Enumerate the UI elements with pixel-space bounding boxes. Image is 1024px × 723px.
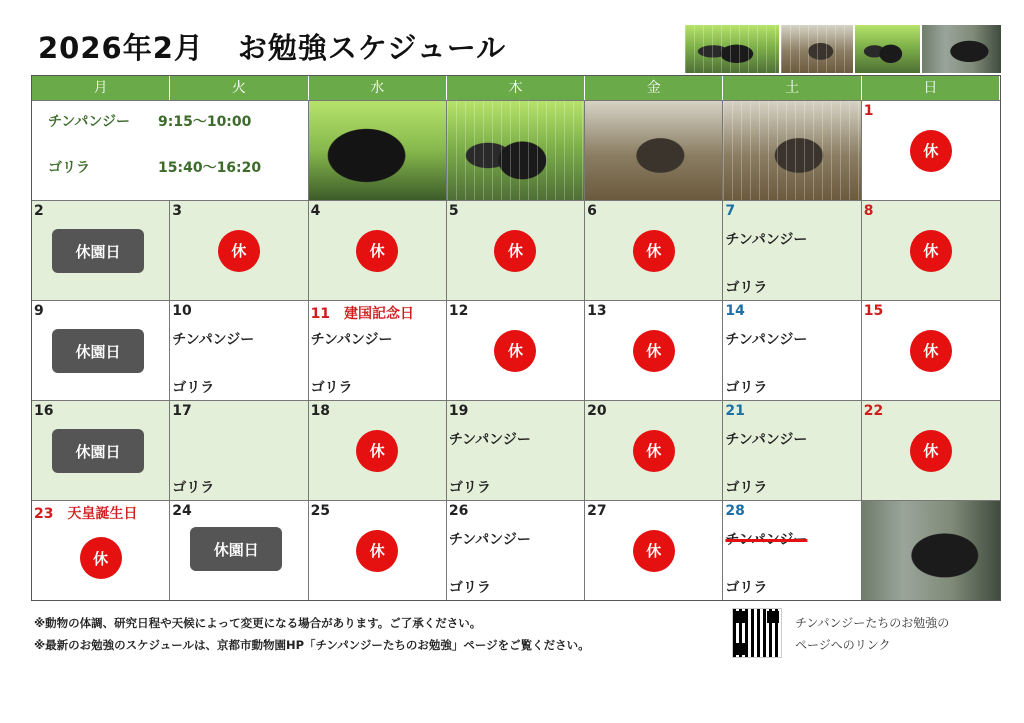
day-number: 21 [725, 403, 745, 419]
day-cell-1 [862, 100, 1000, 200]
gorilla-session: ゴリラ [448, 580, 491, 596]
day-cell-6 [585, 200, 723, 300]
schedule-legend [32, 100, 309, 200]
day-number: 27 [587, 503, 607, 519]
closed-badge: 休 [494, 230, 536, 272]
day-cell-2 [32, 200, 170, 300]
day-number: 12 [448, 303, 469, 319]
closed-badge: 休 [356, 430, 398, 472]
day-cell-7 [723, 200, 861, 300]
legend-gorilla-label: ゴリラ [48, 160, 90, 176]
closed-badge: 休 [633, 330, 675, 372]
gorilla-session: ゴリラ [725, 380, 768, 396]
gorilla-session: ゴリラ [725, 580, 768, 596]
weekday-mon: 月 [32, 76, 170, 100]
gorilla-session: ゴリラ [725, 480, 768, 496]
title-year-month: 2026年2月 [38, 31, 204, 65]
day-cell-8 [862, 200, 1000, 300]
day-number: 22 [863, 403, 884, 419]
day-cell-18 [309, 400, 447, 500]
day-number: 4 [310, 203, 321, 219]
cage-photo [781, 25, 853, 73]
day-cell-15 [862, 300, 1000, 400]
header-photo-strip [685, 25, 1001, 73]
gorilla-session: ゴリラ [310, 380, 353, 396]
day-cell-17 [170, 400, 308, 500]
closed-badge: 休 [80, 537, 122, 579]
day-number-holiday: 23 天皇誕生日 [34, 506, 138, 522]
day-number: 20 [587, 403, 607, 419]
qr-caption [795, 612, 949, 656]
legend-gorilla-time: 15:40〜16:20 [158, 160, 262, 176]
chimp-session: チンパンジー [448, 532, 531, 548]
day-number: 25 [310, 503, 331, 519]
day-cell-28 [723, 500, 861, 600]
closed-badge: 休 [910, 230, 952, 272]
photo-cell-wed [309, 100, 447, 200]
day-cell-9 [32, 300, 170, 400]
chimp-session: チンパンジー [725, 432, 808, 448]
footnotes [34, 612, 590, 656]
closed-badge: 休 [218, 230, 260, 272]
calendar-grid [31, 75, 1001, 601]
day-cell-24 [170, 500, 308, 600]
gorilla-session: ゴリラ [172, 480, 215, 496]
day-number: 3 [172, 203, 183, 219]
day-number: 2 [34, 203, 44, 219]
gorilla-room-photo [585, 101, 722, 200]
day-cell-21 [723, 400, 861, 500]
day-number: 18 [310, 403, 331, 419]
day-number: 10 [172, 303, 192, 319]
day-number: 5 [448, 203, 459, 219]
day-cell-27 [585, 500, 723, 600]
day-cell-14 [723, 300, 861, 400]
zoo-closed-label: 休園日 [190, 527, 282, 571]
day-number: 1 [863, 103, 874, 119]
chimp-closeup-photo [309, 101, 446, 200]
day-cell-25 [309, 500, 447, 600]
closed-badge: 休 [910, 130, 952, 172]
gorilla-cage-photo [723, 101, 860, 200]
photo-cell-sat [723, 100, 861, 200]
day-cell-23 [32, 500, 170, 600]
day-cell-5 [447, 200, 585, 300]
legend-chimp [48, 111, 252, 131]
zoo-closed-label: 休園日 [52, 329, 144, 373]
gorilla-window-photo [862, 501, 1000, 600]
closed-badge: 休 [910, 430, 952, 472]
chimp-session: チンパンジー [725, 232, 808, 248]
day-cell-26 [447, 500, 585, 600]
qr-caption-line-2: ページへのリンク [795, 638, 891, 652]
day-cell-3 [170, 200, 308, 300]
day-number: 8 [863, 203, 874, 219]
day-number: 28 [725, 503, 745, 519]
weekday-wed: 水 [309, 76, 447, 100]
day-number-holiday: 11 建国記念日 [310, 306, 415, 322]
chimp-session: チンパンジー [172, 332, 255, 348]
closed-badge: 休 [494, 330, 536, 372]
day-number: 16 [34, 403, 54, 419]
page-title [38, 26, 506, 67]
day-cell-11 [309, 300, 447, 400]
footnote-2: ※最新のお勉強のスケジュールは、京都市動物園HP「チンパンジーたちのお勉強」ページをご覧ください。 [34, 638, 590, 652]
legend-chimp-label: チンパンジー [48, 114, 130, 130]
day-number: 24 [172, 503, 192, 519]
day-cell-12 [447, 300, 585, 400]
zoo-closed-label: 休園日 [52, 429, 144, 473]
photo-cell-fri [585, 100, 723, 200]
day-number: 26 [448, 503, 469, 519]
day-cell-19 [447, 400, 585, 500]
zoo-closed-label: 休園日 [52, 229, 144, 273]
day-cell-4 [309, 200, 447, 300]
day-cell-16 [32, 400, 170, 500]
qr-code[interactable] [732, 608, 782, 658]
closed-badge: 休 [633, 430, 675, 472]
photo-cell-sun [862, 500, 1000, 600]
chimps-photo [447, 101, 584, 200]
photo-cell-thu [447, 100, 585, 200]
day-cell-13 [585, 300, 723, 400]
gorilla-session: ゴリラ [448, 480, 491, 496]
day-number: 9 [34, 303, 44, 319]
day-cell-22 [862, 400, 1000, 500]
day-number: 14 [725, 303, 745, 319]
gorilla-session: ゴリラ [172, 380, 215, 396]
weekday-fri: 金 [585, 76, 723, 100]
day-number: 7 [725, 203, 736, 219]
legend-chimp-time: 9:15〜10:00 [158, 114, 252, 130]
closed-badge: 休 [356, 230, 398, 272]
chimp-session: チンパンジー [310, 332, 393, 348]
weekday-sat: 土 [723, 76, 861, 100]
chimp-session-cancelled: チンパンジー [725, 532, 808, 548]
gorilla-photo [922, 25, 1001, 73]
day-cell-10 [170, 300, 308, 400]
day-number: 19 [448, 403, 469, 419]
footnote-1: ※動物の体調、研究日程や天候によって変更になる場合があります。ご了承ください。 [34, 616, 482, 630]
day-number: 15 [863, 303, 884, 319]
chimp-group-photo [685, 25, 779, 73]
legend-gorilla [48, 157, 262, 177]
closed-badge: 休 [910, 330, 952, 372]
chimp-photo [855, 25, 920, 73]
closed-badge: 休 [633, 530, 675, 572]
gorilla-session: ゴリラ [725, 280, 768, 296]
day-cell-20 [585, 400, 723, 500]
chimp-session: チンパンジー [448, 432, 531, 448]
day-number: 17 [172, 403, 192, 419]
chimp-session: チンパンジー [725, 332, 808, 348]
closed-badge: 休 [356, 530, 398, 572]
day-number: 6 [587, 203, 597, 219]
closed-badge: 休 [633, 230, 675, 272]
qr-caption-line-1: チンパンジーたちのお勉強の [795, 616, 950, 630]
weekday-tue: 火 [170, 76, 308, 100]
title-name: お勉強スケジュール [237, 31, 507, 65]
weekday-sun: 日 [862, 76, 1000, 100]
weekday-thu: 木 [447, 76, 585, 100]
day-number: 13 [587, 303, 607, 319]
